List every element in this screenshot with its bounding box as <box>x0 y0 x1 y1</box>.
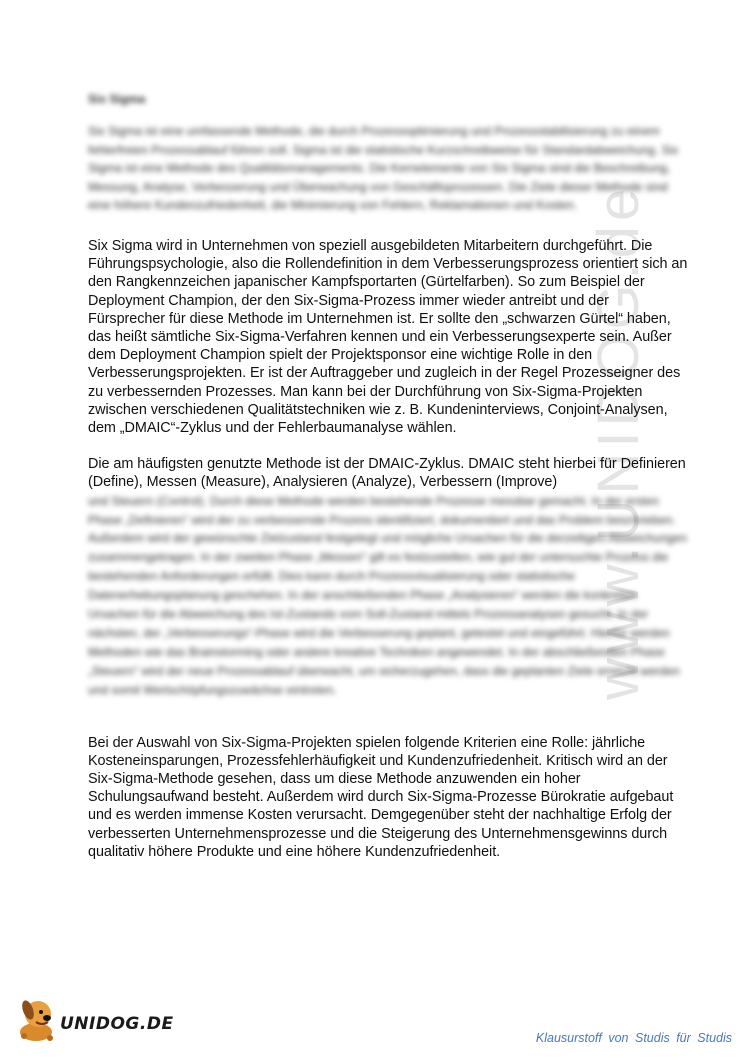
document-body <box>88 86 688 879</box>
footer-tagline: Klausurstoff von Studis für Studis <box>535 1031 732 1045</box>
paragraph-roles: Six Sigma wird in Unternehmen von speziell ausgebildeten Mitarbeitern durchgeführt. Die Führungspsychologie, also die Rollendefinition in dem Verbesserungsprozess orientiert sich an den Rangkennzeichen japanischer Kampfsportarten (Gürtelfarben). So zum Beispiel der Deployment Champion, der den Six-Sigma-Prozess immer wieder antreibt und der Fürsprecher für diese Methode im Unternehmen ist. Er sollte den „schwarzen Gürtel“ haben, das heißt sämtliche Six-Sigma-Verfahren kennen und ein Verbesserungsexperte sein. Außer dem Deployment Champion spielt der Projektsponsor eine wichtige Rolle in den Verbesserungsprojekten. Er ist der Auftraggeber und zugleich in der Regel Prozesseigner des zu verbessernden Prozesses. Man kann bei der Durchführung von Six-Sigma-Projekten zwischen verschiedenen Qualitätstechniken wie z. B. Kundeninterviews, Conjoint-Analysen, dem „DMAIC“-Zyklus und der Fehlerbaumanalyse wählen. <box>88 237 688 436</box>
document-title: Six Sigma <box>88 92 146 106</box>
watermark: www.UNIDOG.de <box>586 183 651 700</box>
logo-text: UNIDOG.DE <box>60 1014 174 1034</box>
dog-mascot-icon <box>16 992 64 1044</box>
paragraph-criteria: Bei der Auswahl von Six-Sigma-Projekten spielen folgende Kriterien eine Rolle: jährliche Kosteneinsparungen, Prozessfehlerhäufigkeit und Kundenzufriedenheit. Kritisch wird an der Six-Sigma-Methode gesehen, dass um diese Methode anzuwenden ein hoher Schulungsaufwand besteht. Außerdem wird durch Six-Sigma-Prozesse Bürokratie aufgebaut und es werden immense Kosten verursacht. Demgegenüber steht der nachhaltige Erfolg der verbesserten Unternehmensprozesse und die Steigerung des Unternehmensgewinns durch qualitativ höhere Produkte und eine höhere Kundenzufriedenheit. <box>88 734 674 860</box>
paragraph-dmaic-blurred: und Steuern (Control). Durch diese Methode werden bestehende Prozesse messbar gemacht. In der ersten Phase „Definieren“ wird der zu verbessernde Prozess identifiziert, dokumentiert und das Problem beschrieben. Außerdem wird der gewünschte Zielzustand festgelegt und mögliche Ursachen für die derzeitigen Abweichungen zusammengetragen. In der zweiten Phase „Messen“ gilt es festzustellen, wie gut der untersuchte Prozess die bestehenden Anforderungen erfüllt. Dies kann durch Prozessvisualisierung oder statistische Datenerhebungsplanung geschehen. In der anschließenden Phase „Analysieren“ werden die konkreten Ursachen für die Abweichung des Ist-Zustands vom Soll-Zustand mittels Prozessanalysen gesucht. In der nächsten, der „Verbesserungs“-Phase wird die Verbesserung geplant, getestet und eingeführt. Hierfür werden Methoden wie das Brainstorming oder andere kreative Techniken angewendet. In der abschließenden Phase „Steuern“ wird der neue Prozessablauf überwacht, um sicherzugehen, dass die geplanten Ziele erreicht werden und somit Wertschöpfungszuwächse eintreten. <box>88 493 688 697</box>
footer-logo <box>16 990 174 1050</box>
paragraph-intro: Six Sigma ist eine umfassende Methode, die durch Prozessoptimierung und Prozessstabilisierung zu einem fehlerfreien Prozessablauf führen soll. Sigma ist die statistische Kurzschreibweise für Standardabweichung. Six Sigma ist eine Methode des Qualitätsmanagements. Die Kernelemente von Six Sigma sind die Beschreibung, Messung, Analyse, Verbesserung und Überwachung von Geschäftsprozessen. Die Ziele dieser Methode sind eine höhere Kundenzufriedenheit, die Minimierung von Fehlern, Reklamationen und Kosten. <box>88 124 679 213</box>
paragraph-dmaic-visible: Die am häufigsten genutzte Methode ist der DMAIC-Zyklus. DMAIC steht hierbei für Definieren (Define), Messen (Measure), Analysieren (Analyze), Verbessern (Improve) <box>88 456 686 491</box>
